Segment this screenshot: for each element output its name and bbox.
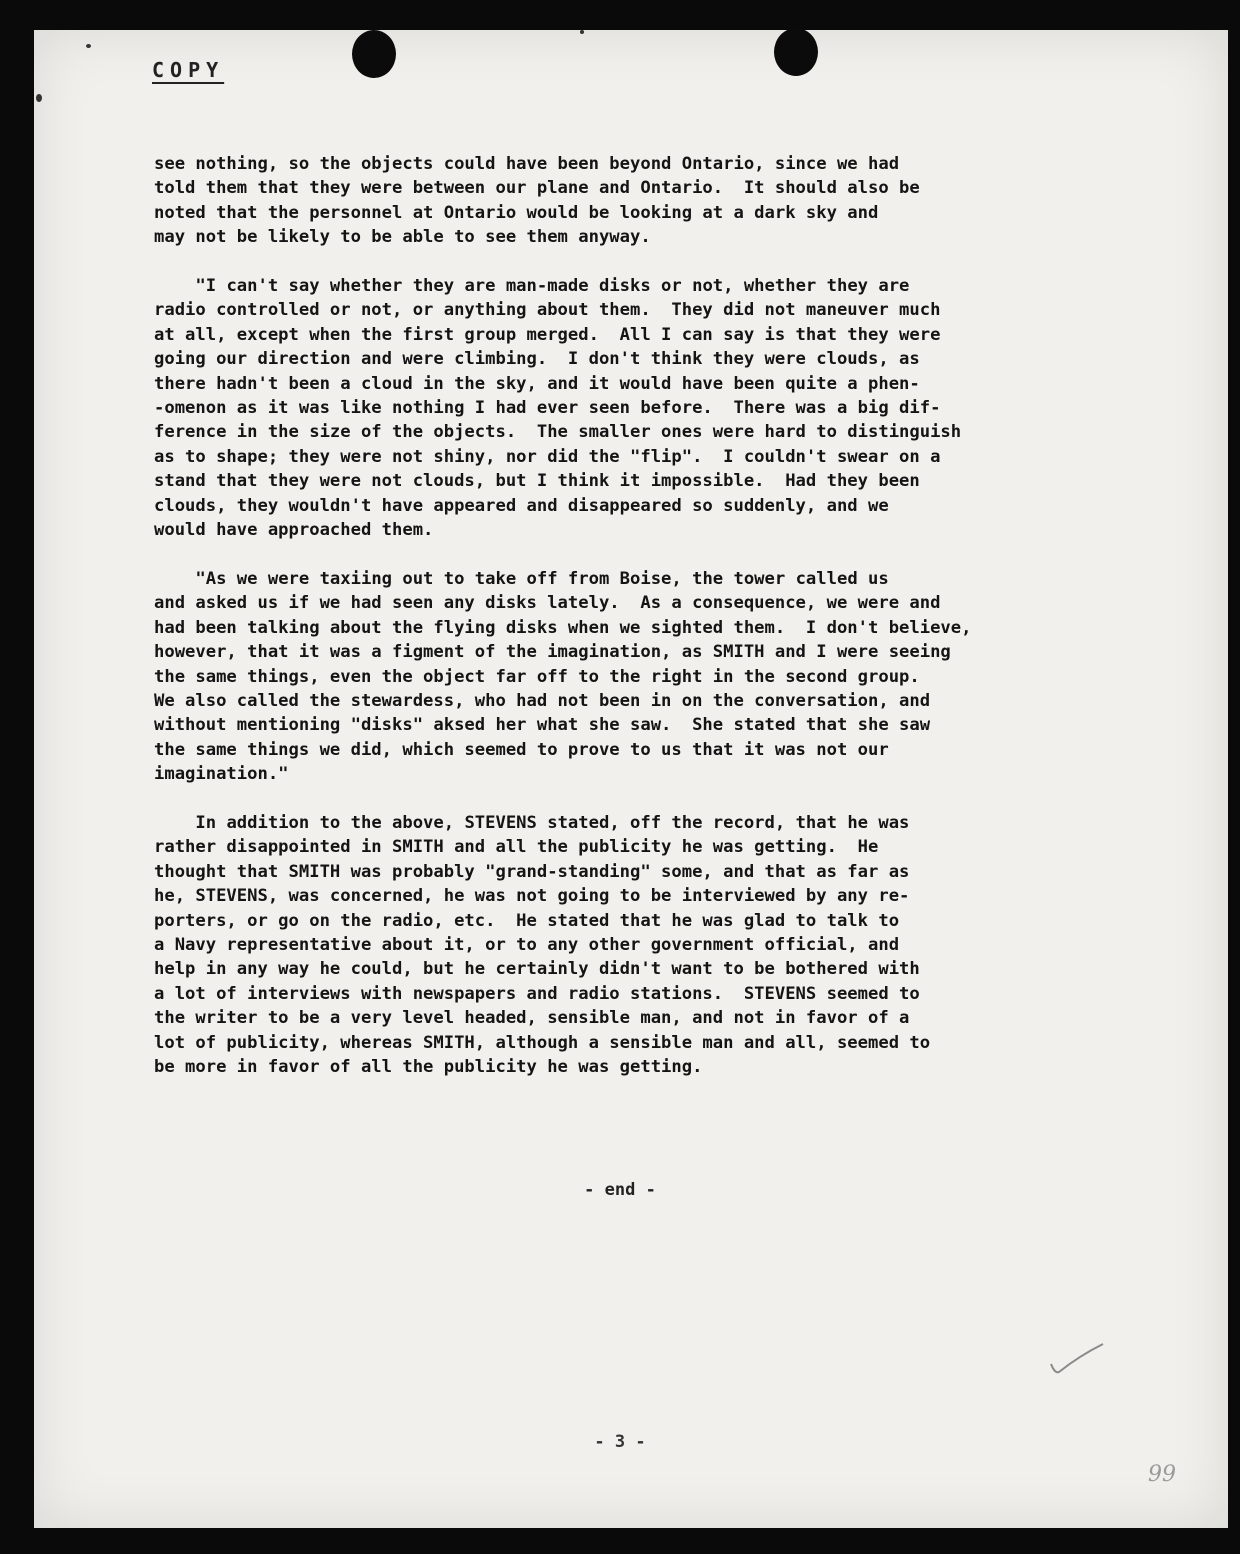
ink-speck — [86, 44, 91, 48]
punch-hole — [352, 30, 396, 78]
end-mark: - end - — [584, 1180, 656, 1200]
check-mark-icon — [1045, 1340, 1109, 1380]
paragraph: In addition to the above, STEVENS stated, off the record, that he was rather disappointed in SMITH and all the publicity he was getting. He thought that SMITH was probably "grand-standing" some, and that as far as he, STEVENS, was concerned, he was not going to be interviewed by any re- porters, or go on the radio, etc. He stated that he was glad to talk to a Navy representative about it, or to any other government official, and help in any way he could, but he certainly didn't want to be bothered with a lot of interviews with newspapers and radio stations. STEVENS seemed to the writer to be a very level headed, sensible man, and not in favor of a lot of publicity, whereas SMITH, although a sensible man and all, seemed to be more in favor of all the publicity he was getting. — [154, 812, 931, 1077]
ink-speck — [580, 30, 584, 34]
punch-hole — [774, 28, 818, 76]
copy-label: COPY — [152, 58, 225, 82]
paragraph: see nothing, so the objects could have been beyond Ontario, since we had told them that they were between our plane and Ontario. It should also be noted that the personnel at Ontario would be looking at a dark sky and may not be likely to be able to see them anyway. — [154, 154, 920, 248]
page-number: - 3 - — [594, 1432, 646, 1452]
ink-speck — [36, 94, 42, 102]
paragraph: "As we were taxiing out to take off from Boise, the tower called us and asked us if we had seen any disks lately. As a consequence, we were and had been talking about the flying disks when we sighted them. I don't believe, however, that it was a figment of the imagination, as SMITH and I were seeing the same things, even the object far off to the right in the second group. We also called the stewardess, who had not been in on the conversation, and without mentioning "disks" aksed her what she saw. She stated that she saw the same things we did, which seemed to prove to us that it was not our imagination." — [154, 568, 972, 785]
paragraph: "I can't say whether they are man-made disks or not, whether they are radio controlled or not, or anything about them. They did not maneuver much at all, except when the first group merged. All I can say is that they were going our direction and were climbing. I don't think they were clouds, as there hadn't been a cloud in the sky, and it would have been quite a phen- -omenon as it was like nothing I had ever seen before. There was a big dif- ference in the size of the objects. The smaller ones were hard to distinguish as to shape; they were not shiny, nor did the "flip". I couldn't swear on a stand that they were not clouds, but I think it impossible. Had they been clouds, they wouldn't have appeared and disappeared so suddenly, and we would have approached them. — [154, 276, 962, 541]
handwritten-page-number: 99 — [1148, 1462, 1176, 1487]
letter-body — [154, 152, 1164, 1104]
